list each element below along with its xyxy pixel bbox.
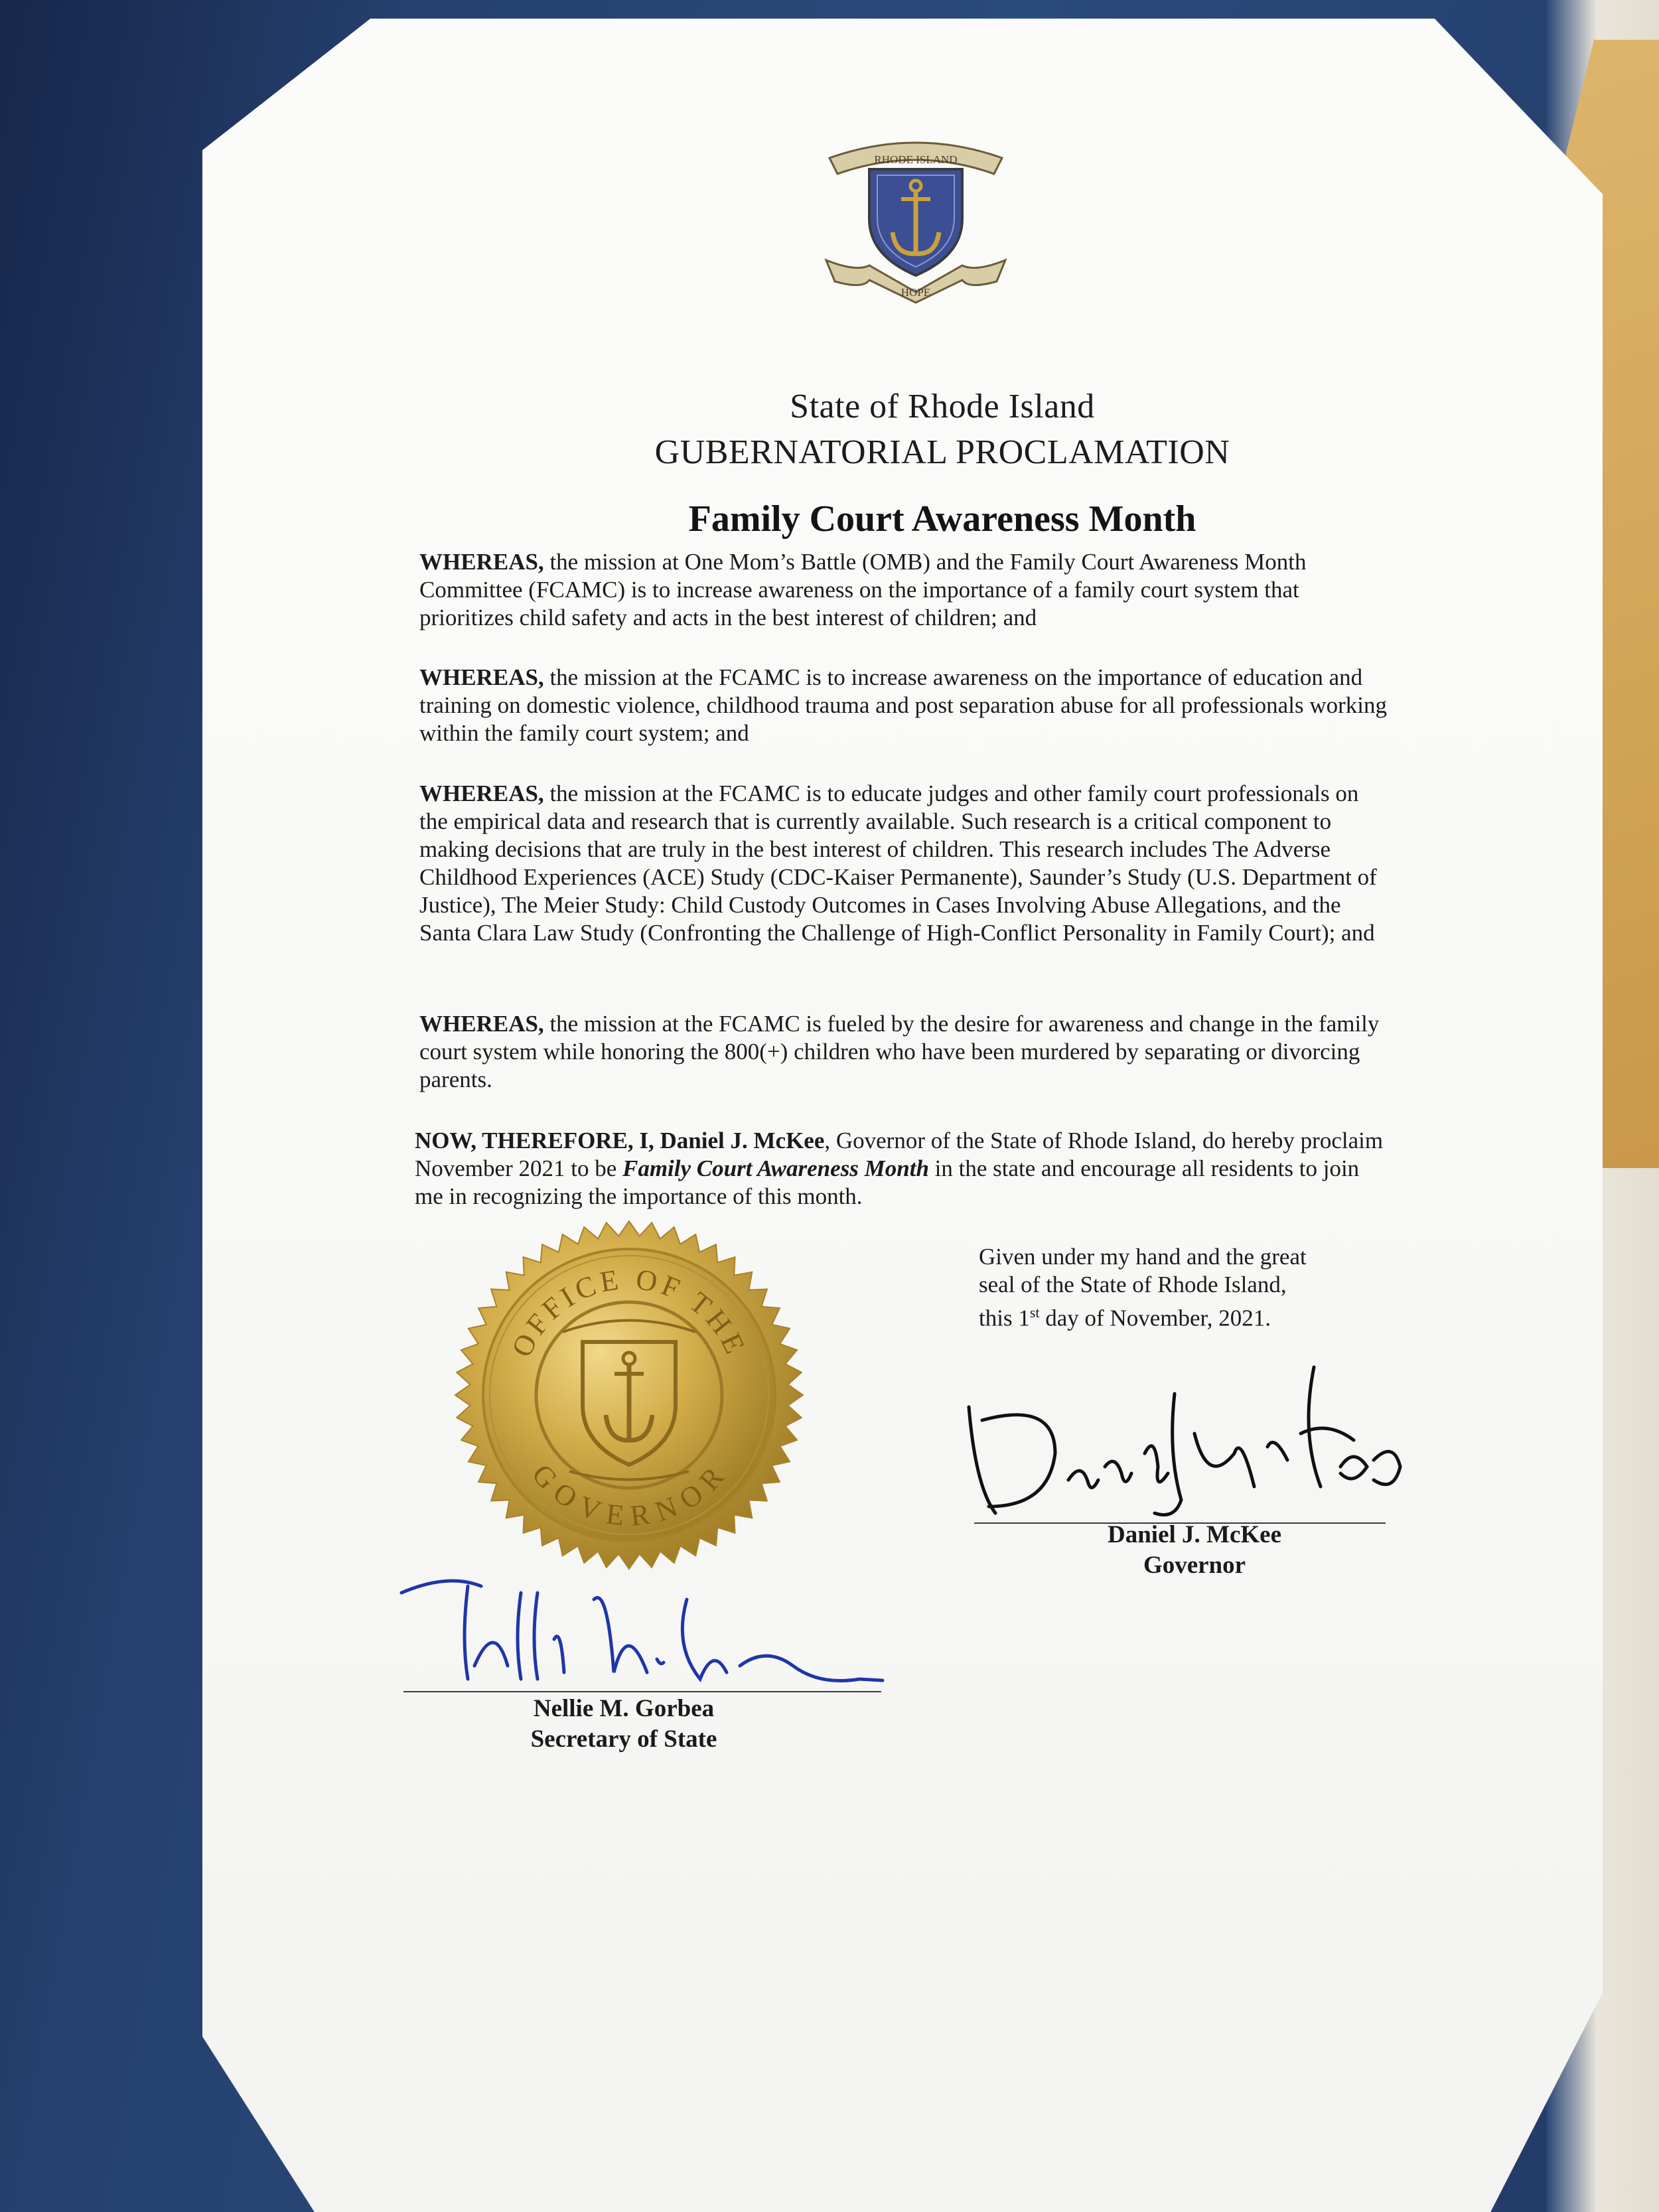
whereas-lead: WHEREAS, xyxy=(419,664,544,690)
logo-bottom-banner: HOPE xyxy=(901,286,931,299)
whereas-paragraph-3 xyxy=(419,780,1388,947)
whereas-text: the mission at the FCAMC is to increase awareness on the importance of education and training on domestic violence, childhood trauma and post separation abuse for all professionals working within the family court system; and xyxy=(419,664,1387,746)
whereas-lead: WHEREAS, xyxy=(419,1011,544,1037)
whereas-paragraph-2 xyxy=(419,664,1388,747)
now-therefore-emphasis: Family Court Awareness Month xyxy=(622,1155,929,1181)
given-line-3: this 1st day of November, 2021. xyxy=(979,1304,1271,1331)
whereas-text: the mission at the FCAMC is to educate judges and other family court professionals on the empirical data and research that is currently available. Such research is a critical component to making decisions that are truly in the best interest of children. This research includes The Adverse Childhood Experiences (ACE) Study (CDC-Kaiser Permanente), Saunder’s Study (U.S. Department of Justice), The Meier Study: Child Custody Outcomes in Cases Involving Abuse Allegations, and the Santa Clara Law Study (Confronting the Challenge of High-Conflict Personality in Family Court); and xyxy=(419,780,1377,946)
now-therefore-lead: NOW, THEREFORE, I, Daniel J. McKee xyxy=(415,1128,825,1153)
whereas-lead: WHEREAS, xyxy=(419,780,544,806)
whereas-lead: WHEREAS, xyxy=(419,549,544,575)
secretary-signature xyxy=(395,1566,899,1699)
state-heading: State of Rhode Island xyxy=(790,388,1095,425)
whereas-text: the mission at One Mom’s Battle (OMB) and the Family Court Awareness Month Committee (FCAMC) is to increase awareness on the importance of a family court system that prioritizes child safety and acts in the best interest of children; and xyxy=(419,549,1307,630)
proclamation-title: Family Court Awareness Month xyxy=(688,498,1196,540)
proclamation-type: GUBERNATORIAL PROCLAMATION xyxy=(654,433,1230,471)
seal-bottom-text: GOVERNOR xyxy=(525,1457,733,1532)
proclamation-paper xyxy=(202,19,1603,2212)
governor-title: Governor xyxy=(1143,1552,1246,1579)
given-line-2: seal of the State of Rhode Island, xyxy=(979,1272,1287,1297)
whereas-text: the mission at the FCAMC is fueled by the desire for awareness and change in the family court system while honoring the 800(+) children who have been murdered by separating or divorcing parents. xyxy=(419,1011,1380,1092)
governor-signature xyxy=(956,1354,1420,1526)
logo-top-banner: RHODE ISLAND xyxy=(874,153,958,166)
seal-top-text: OFFICE OF THE xyxy=(505,1262,753,1363)
secretary-title: Secretary of State xyxy=(530,1726,717,1753)
whereas-paragraph-1 xyxy=(419,548,1388,632)
now-therefore-paragraph xyxy=(415,1127,1384,1211)
given-line-1: Given under my hand and the great xyxy=(979,1244,1307,1270)
whereas-paragraph-4 xyxy=(419,1010,1388,1094)
secretary-signature-line xyxy=(403,1691,881,1692)
governor-seal xyxy=(450,1216,808,1574)
governor-name: Daniel J. McKee xyxy=(1108,1521,1281,1548)
now-therefore-text-a: , Governor of the State of Rhode Island, do hereby proclaim November 2021 to be xyxy=(415,1128,1384,1181)
now-therefore-text-b: in the state and encourage all residents to join me in recognizing the importance of this month. xyxy=(415,1155,1360,1209)
given-under-hand xyxy=(979,1243,1307,1333)
secretary-name: Nellie M. Gorbea xyxy=(533,1695,715,1722)
anchor-shield-icon xyxy=(823,133,1009,305)
